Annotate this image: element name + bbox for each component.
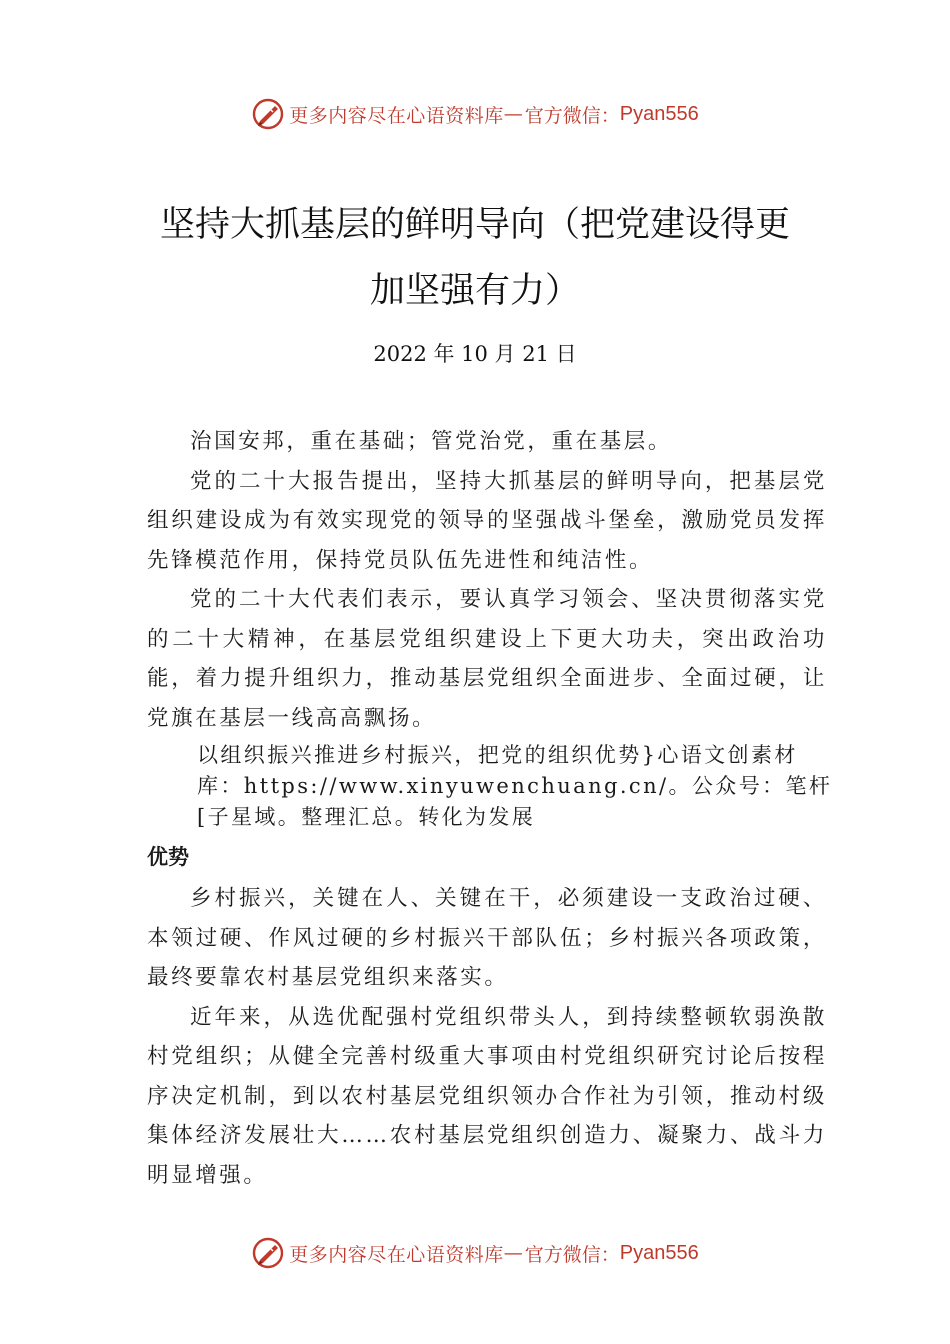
wechat-label: 官方微信： <box>524 1243 620 1266</box>
wechat-id: Pyan556 <box>619 1241 699 1264</box>
paragraph: 治国安邦，重在基础；管党治党，重在基层。 <box>190 429 673 454</box>
document-title-line-1: 坚持大抓基层的鲜明导向（把党建设得更 <box>159 205 790 245</box>
watermark-insert-text: 以组织振兴推进乡村振兴，把党的组织优势}心语文创素材库：https://www.xinyuwenchuang.cn/。公众号：笔杆[子星域。整理汇总。转化为发展 <box>197 743 833 829</box>
paragraph: 党的二十大代表们表示，要认真学习领会、坚决贯彻落实党的二十大精神，在基层党组织建设上下更大功夫，突出政治功能，着力提升组织力，推动基层党组织全面进步、全面过硬，让党旗在基层一线高高飘扬。 <box>147 587 827 731</box>
document-title-line-2: 加坚强有力） <box>369 271 580 311</box>
paragraph: 党的二十大报告提出，坚持大抓基层的鲜明导向，把基层党组织建设成为有效实现党的领导的坚强战斗堡垒，激励党员发挥先锋模范作用，保持党员队伍先进性和纯洁性。 <box>147 468 827 573</box>
document-date: 2022 年 10 月 21 日 <box>373 342 577 366</box>
document-body <box>147 422 833 1195</box>
banner-separator: — <box>503 103 523 125</box>
wechat-label: 官方微信： <box>524 104 620 127</box>
banner-separator: — <box>503 1242 523 1264</box>
pen-logo-icon <box>251 1236 285 1270</box>
pen-logo-icon <box>251 97 285 131</box>
promo-text: 更多内容尽在心语资料库 <box>289 1243 504 1266</box>
section-heading: 优势 <box>147 845 189 869</box>
footer-banner <box>0 1233 950 1273</box>
wechat-id: Pyan556 <box>619 102 699 125</box>
promo-text: 更多内容尽在心语资料库 <box>289 104 504 127</box>
header-banner <box>0 94 950 134</box>
paragraph: 乡村振兴，关键在人、关键在干，必须建设一支政治过硬、本领过硬、作风过硬的乡村振兴干部队伍；乡村振兴各项政策，最终要靠农村基层党组织来落实。 <box>147 886 827 990</box>
paragraph: 近年来，从选优配强村党组织带头人，到持续整顿软弱涣散村党组织；从健全完善村级重大事项由村党组织研究讨论后按程序决定机制，到以农村基层党组织领办合作社为引领，推动村级集体经济发展壮大……农村基层党组织创造力、凝聚力、战斗力明显增强。 <box>147 1004 827 1188</box>
